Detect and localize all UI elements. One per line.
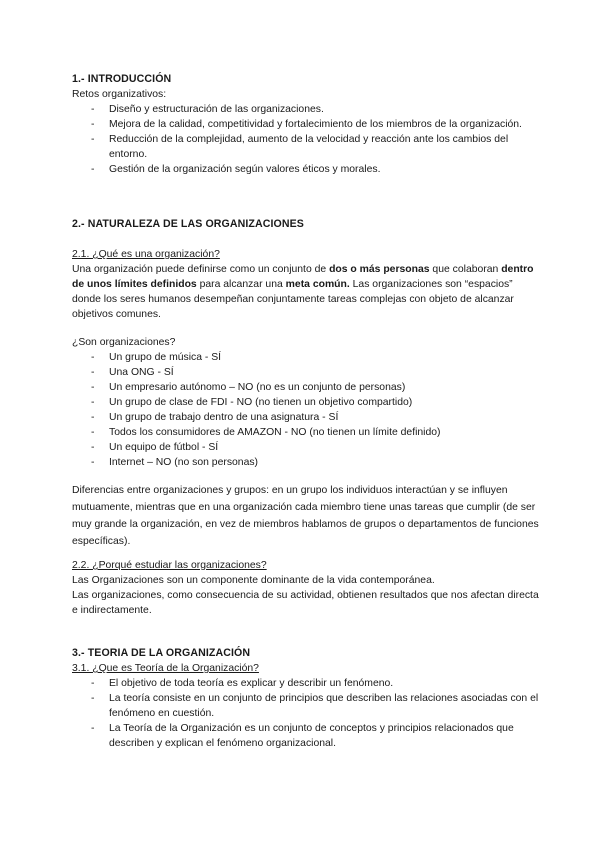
list-item: - La Teoría de la Organización es un conjunto de conceptos y principios relacionados que describen y explican el fenómeno organizacional.	[72, 721, 540, 751]
section-heading: 3.- TEORIA DE LA ORGANIZACIÓN	[72, 647, 251, 659]
paragraph: Las Organizaciones son un componente dominante de la vida contemporánea.	[72, 575, 435, 586]
list-item: - Un grupo de trabajo dentro de una asignatura - SÍ	[72, 410, 540, 425]
bullet-list	[72, 350, 540, 470]
list-item: - Internet – NO (no son personas)	[72, 455, 540, 470]
subsection-heading: 2.2. ¿Porqué estudiar las organizaciones?	[72, 560, 267, 571]
definition-paragraph: Una organización puede definirse como un conjunto de dos o más personas que colaboran dentro de unos límites definidos para alcanzar una meta común. Las organizaciones son “espacios” donde los seres humanos desempeñan conjuntamente tareas complejas con objeto de alcanzar objetivos comunes.	[72, 264, 534, 320]
paragraph: Retos organizativos:	[72, 89, 167, 100]
subsection-heading: 3.1. ¿Que es Teoría de la Organización?	[72, 663, 259, 674]
subsection-porque	[72, 558, 540, 618]
list-item: - Diseño y estructuración de las organizaciones.	[72, 102, 540, 117]
bullet-list	[72, 676, 540, 751]
examples-block	[72, 335, 540, 470]
differences-block	[72, 482, 540, 550]
list-item: - La teoría consiste en un conjunto de principios que describen las relaciones asociadas con el fenómeno en cuestión.	[72, 691, 540, 721]
list-item: - Un grupo de clase de FDI - NO (no tienen un objetivo compartido)	[72, 395, 540, 410]
list-item: - Un equipo de fútbol - SÍ	[72, 440, 540, 455]
list-item: - Mejora de la calidad, competitividad y fortalecimiento de los miembros de la organización.	[72, 117, 540, 132]
list-item: - Reducción de la complejidad, aumento de la velocidad y reacción ante los cambios del entorno.	[72, 132, 540, 162]
paragraph: Las organizaciones, como consecuencia de su actividad, obtienen resultados que nos afectan directa e indirectamente.	[72, 590, 539, 616]
subsection-heading: 2.1. ¿Qué es una organización?	[72, 249, 220, 260]
section-heading: 1.- INTRODUCCIÓN	[72, 73, 172, 85]
differences-paragraph: Diferencias entre organizaciones y grupos: en un grupo los individuos interactúan y se influyen mutuamente, mientras que en una organización cada miembro tiene unas tareas que cumplir (de ser muy grande la organización, en vez de miembros hablamos de grupos o departamentos de funciones específicas).	[72, 485, 539, 547]
section-introduccion	[72, 72, 540, 177]
list-item: - Todos los consumidores de AMAZON - NO (no tienen un límite definido)	[72, 425, 540, 440]
section-teoria	[72, 646, 540, 751]
list-item: - Un grupo de música - SÍ	[72, 350, 540, 365]
list-item: - El objetivo de toda teoría es explicar y describir un fenómeno.	[72, 676, 540, 691]
list-item: - Una ONG - SÍ	[72, 365, 540, 380]
list-item: - Un empresario autónomo – NO (no es un conjunto de personas)	[72, 380, 540, 395]
list-item: - Gestión de la organización según valores éticos y morales.	[72, 162, 540, 177]
question: ¿Son organizaciones?	[72, 337, 176, 348]
bullet-list	[72, 102, 540, 177]
section-naturaleza	[72, 217, 540, 232]
subsection-que-es	[72, 247, 540, 322]
section-heading: 2.- NATURALEZA DE LAS ORGANIZACIONES	[72, 218, 304, 230]
